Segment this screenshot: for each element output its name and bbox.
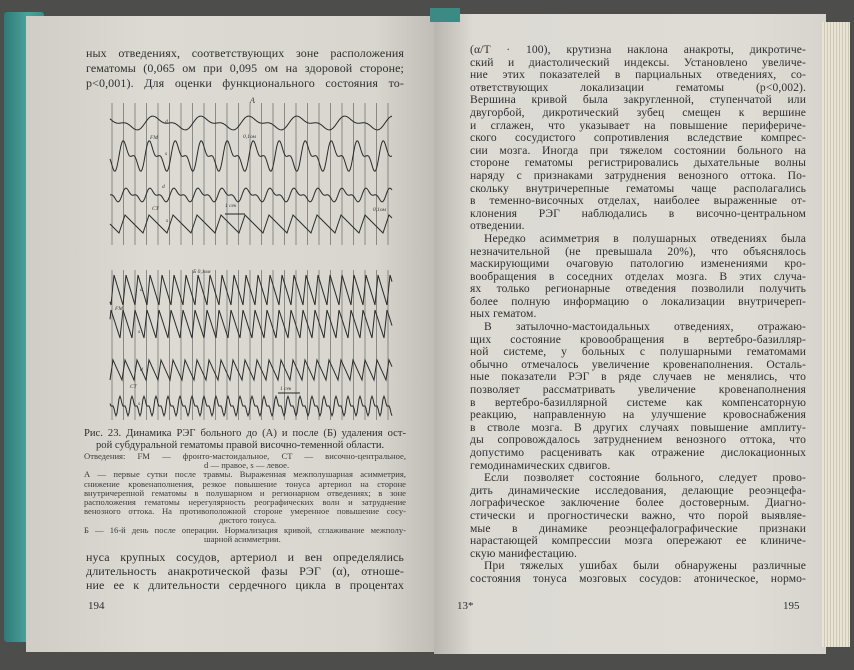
caption-note-line: Б — 16-й день после операции. Нормализация кривой, сглаживание межполу-	[84, 525, 406, 535]
text-line: клонения РЭГ наблюдались в височно-центральном	[470, 207, 806, 220]
caption-note-line: шарной асимметрии.	[204, 534, 281, 544]
figure-label: d	[140, 367, 143, 373]
signature-mark: 13*	[457, 600, 474, 612]
trace-a-fm-d	[110, 116, 392, 130]
text-line: двугорбой, дикротический зубец смещен к вершине	[470, 106, 806, 119]
text-line: лографическое заключение более достоверным. Диагно-	[470, 497, 806, 510]
text-line: состояния тонуса мозговых сосудов: атоническое, нормо-	[470, 572, 806, 585]
page-edges	[822, 22, 850, 647]
text-line: длительность анакротической фазы РЭГ (α), отноше-	[86, 564, 404, 578]
caption-leads-line: Отведения: FM — фронто-мастоидальное, CT — височно-центральное,	[84, 452, 406, 461]
page-number-left: 194	[88, 600, 105, 612]
text-line: Нередко асимметрия в полушарных отведениях была	[484, 232, 806, 245]
text-line: сии мозга. Иногда при тяжелом состоянии больного на	[470, 144, 806, 157]
text-line: Вершина кривой была закругленной, ступенчатой или	[470, 94, 806, 107]
text-line: в вертебро-базиллярной системе как компенсаторную	[470, 396, 806, 409]
figure-label: d	[165, 119, 168, 125]
caption-note-line: снижение кровенаполнения, резкое повышение тонуса артериол на стороне	[84, 479, 406, 489]
text-line: (α/T · 100), крутизна наклона анакроты, дикротиче-	[470, 44, 806, 56]
page-number-right: 195	[783, 600, 800, 612]
caption-leads-line: d — правое, s — левое.	[204, 461, 290, 471]
text-line: гемодинамических сдвигов.	[470, 459, 611, 472]
figure-label: 0,1ом	[243, 134, 256, 140]
trace-b-fm-s	[110, 310, 392, 338]
text-line: скольку внутричерепные гематомы чаще располагались	[470, 182, 806, 195]
text-line: щих состояние кровообращения в вертебро-базилляр-	[470, 333, 806, 346]
caption-note-line: расположения гематомы нерегулярность реографических волн и затруднение	[84, 497, 406, 507]
trace-a-ct-d	[110, 188, 392, 202]
caption-note-line: венозного оттока. На противоположной стороне умеренное повышение сосу-	[84, 507, 406, 517]
figure-label: d	[162, 184, 165, 190]
text-line: дить динамические исследования, делающие реоэнцефа-	[470, 484, 806, 497]
book-cover-top	[430, 8, 460, 22]
text-line: нарастающей компрессии мозга опережают ее клиниче-	[470, 535, 806, 548]
text-line: позволяет рассматривать увеличение кровенаполнения	[470, 384, 806, 397]
text-line: скую манифестацию.	[470, 547, 577, 560]
figure-label: d	[140, 287, 143, 293]
text-line: нуса крупных сосудов, артериол и вен определялись	[86, 550, 404, 564]
text-line: ского сосудистого сопротивления вследствие компрес-	[470, 132, 806, 145]
text-line: наряду с признаками затруднения венозного оттока. По-	[470, 169, 806, 182]
text-line: допустимо расценивать как отражение дислокационных	[470, 447, 806, 459]
text-line: ние этих показателей в парциальных отведениях, со-	[470, 69, 806, 82]
figure-label: CT	[152, 206, 159, 212]
caption-note-line: дистого тонуса.	[219, 516, 277, 526]
text-line: ных гематом.	[470, 308, 537, 321]
text-line: ные показатели РЭГ в ряде случаев не менялись, что	[470, 371, 806, 384]
figure-label: А	[250, 96, 255, 105]
text-line: маскирующими очаговую патологию изменениями кро-	[470, 258, 806, 271]
caption-title-line: рой субдуральной гематомы правой височно-теменной области.	[96, 440, 385, 451]
text-line: и сглажен, что указывает на повышение перифериче-	[470, 119, 806, 132]
text-line: В затылочно-мастоидальных отведениях, отражаю-	[484, 321, 806, 334]
caption-note-line: внутричерепной гематомы в полушарном и регионарном отведениях; в зоне	[84, 488, 406, 498]
text-line: мые в динамике реоэнцефалографические признаки	[470, 522, 806, 535]
text-line: p<0,001). Для оценки функционального состояния то-	[86, 76, 404, 90]
text-line: отведении.	[470, 220, 525, 233]
left-bottom-text	[86, 550, 404, 592]
right-page-text	[470, 44, 806, 586]
text-line: ды сопровождалось затруднением венозного оттока, что	[470, 434, 806, 447]
figure-label: FM	[150, 135, 158, 141]
trace-a-ct-s	[110, 215, 392, 233]
text-line: вообращения в соседних отделах мозга. В этих случа-	[470, 270, 806, 283]
trace-b-fm-d	[110, 275, 392, 305]
text-line: реакцию, направленную на улучшение кровоснабжения	[470, 409, 806, 422]
figure-label: 0,1ом	[373, 207, 386, 213]
caption-note-line: А — первые сутки после травмы. Выраженная межполушарная асимметрия,	[84, 470, 406, 480]
text-line: ский и диастолический индексы. Установлено увеличе-	[470, 56, 806, 69]
text-line: в стволе мозга. В других случаях повышение амплиту-	[470, 421, 806, 434]
text-line: стороне гематомы регистрировались дыхательные волны	[470, 157, 806, 170]
figure-label: s	[165, 151, 168, 157]
trace-b-ct-s	[110, 396, 392, 415]
text-line: ных отведениях, соответствующих зоне расположения	[86, 46, 404, 60]
reg-figure	[100, 95, 400, 425]
figure-label: 1 сек	[225, 203, 237, 209]
left-top-text	[86, 46, 404, 91]
figure-label: Б 0,1ом	[193, 269, 211, 275]
figure-label: s	[138, 329, 141, 335]
trace-b-ct-d	[110, 360, 392, 380]
text-line: ние ее к длительности сердечного цикла в процентах	[86, 578, 404, 592]
figure-label: CT	[130, 384, 137, 390]
text-line: гематомы (0,065 ом при 0,095 ом на здоровой стороне;	[86, 61, 404, 75]
text-line: Если позволяет состояние больного, следует прово-	[484, 472, 806, 485]
text-line: незначительной (не превышала 20%), что объяснялось	[470, 245, 806, 258]
figure-label: s	[166, 218, 169, 224]
trace-a-fm-s	[110, 141, 392, 171]
text-line: При тяжелых ушибах были обнаружены различные	[484, 560, 806, 573]
text-line: обычно отмечалось увеличение кровенаполнения. Осталь-	[470, 358, 806, 371]
text-line: ях только регионарные отведения позволили получить	[470, 283, 806, 296]
text-line: в теменно-височных отделах, наиболее выраженные от-	[470, 195, 806, 208]
figure-caption	[84, 428, 406, 544]
figure-label: FM	[115, 306, 123, 312]
figure-label: s	[138, 401, 141, 407]
text-line: более полную информацию о локализации внутричереп-	[470, 295, 806, 308]
figure-label: 1 сек	[280, 386, 292, 392]
caption-title-line: Рис. 23. Динамика РЭГ больного до (А) и после (Б) удаления ост-	[84, 428, 406, 439]
text-line: ответствующих локализации гематомы (p<0,002).	[470, 81, 806, 94]
text-line: стически и прогностически важно, что порой выявляе-	[470, 509, 806, 522]
text-line: ной системе, у больных с полушарными гематомами	[470, 346, 806, 359]
